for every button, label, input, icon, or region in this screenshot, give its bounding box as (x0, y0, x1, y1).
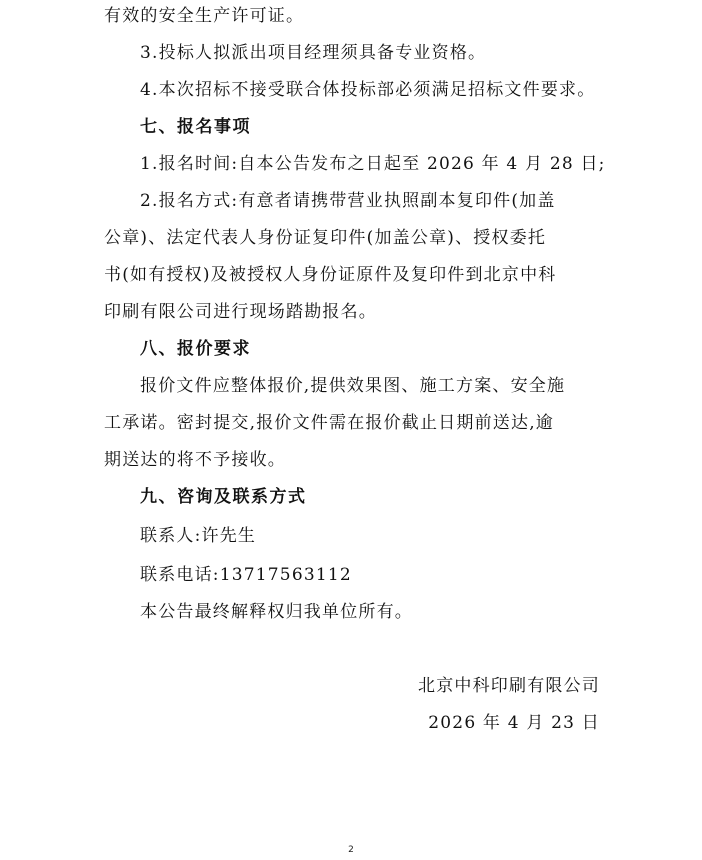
paragraph-line: 有效的安全生产许可证。 (104, 6, 305, 26)
contact-person: 联系人:许先生 (140, 526, 257, 546)
section-heading: 八、报价要求 (140, 339, 251, 359)
page-number: 2 (348, 845, 354, 855)
paragraph-line: 公章)、法定代表人身份证复印件(加盖公章)、授权委托 (104, 228, 547, 248)
paragraph-line: 期送达的将不予接收。 (104, 450, 286, 470)
signature-company: 北京中科印刷有限公司 (418, 676, 600, 696)
paragraph-line: 1.报名时间:自本公告发布之日起至 2026 年 4 月 28 日; (140, 154, 606, 174)
section-heading: 九、咨询及联系方式 (140, 487, 307, 507)
paragraph-line: 本公告最终解释权归我单位所有。 (140, 602, 413, 622)
section-heading: 七、报名事项 (140, 117, 251, 137)
signature-date: 2026 年 4 月 23 日 (428, 713, 600, 733)
paragraph-line: 3.投标人拟派出项目经理须具备专业资格。 (140, 43, 487, 63)
paragraph-line: 书(如有授权)及被授权人身份证原件及复印件到北京中科 (104, 265, 557, 285)
paragraph-line: 工承诺。密封提交,报价文件需在报价截止日期前送达,逾 (104, 413, 555, 433)
contact-phone: 联系电话:13717563112 (140, 565, 352, 585)
paragraph-line: 4.本次招标不接受联合体投标部必须满足招标文件要求。 (140, 80, 596, 100)
paragraph-line: 印刷有限公司进行现场踏勘报名。 (104, 302, 377, 322)
paragraph-line: 报价文件应整体报价,提供效果图、施工方案、安全施 (140, 376, 566, 396)
paragraph-line: 2.报名方式:有意者请携带营业执照副本复印件(加盖 (140, 191, 556, 211)
